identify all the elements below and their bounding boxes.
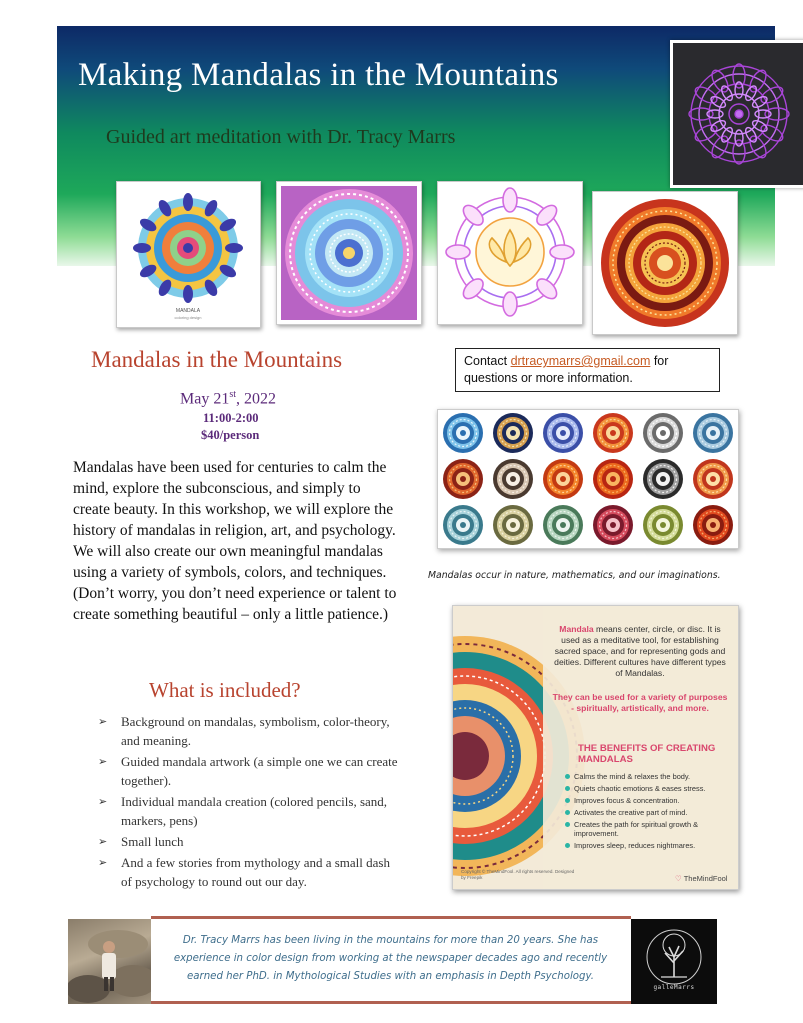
definition-highlight: Mandala <box>559 624 594 634</box>
mandala-grid-graphic <box>438 410 738 548</box>
list-item: Quiets chaotic emotions & eases stress. <box>565 784 730 793</box>
bio-text: Dr. Tracy Marrs has been living in the mountains for more than 20 years. She has experience in color design from working at the newspaper decades ago and recently earned her PhD. in Mythological Studies with an emphasis in Depth Psychology. <box>173 935 608 982</box>
purple-mandala-graphic <box>673 43 803 185</box>
workshop-description: Mandalas have been used for centuries to calm the mind, explore the subconscious, and simply to create beauty. In this workshop, we will explore the history of mandalas in religion, art, and psychology. We will also create our own meaningful mandalas using a variety of symbols, colors, and techniques. (Don’t worry, you don’t need experience or talent to create something beautiful – only a little patience.) <box>73 459 397 623</box>
benefits-infographic <box>452 605 739 890</box>
list-item: Calms the mind & relaxes the body. <box>565 772 730 781</box>
grid-mandala <box>443 459 483 499</box>
grid-mandala <box>643 505 683 545</box>
person-on-rocks-graphic <box>68 919 151 1004</box>
grid-mandala <box>693 505 733 545</box>
orange-mandala-graphic <box>593 192 737 334</box>
list-item: ➢ And a few stories from mythology and a small dash of psychology to round out our day. <box>98 853 398 891</box>
mandala-thumbnail-1 <box>116 181 261 328</box>
event-date-year: , 2022 <box>236 390 276 408</box>
gallery-caption: Mandalas occur in nature, mathematics, and our imaginations. <box>428 570 721 581</box>
grid-mandala <box>543 505 583 545</box>
contact-prefix: Contact <box>464 354 511 368</box>
list-item: Creates the path for spiritual growth & improvement. <box>565 820 730 839</box>
brand-name: TheMindFool <box>683 874 728 883</box>
tree-logo-icon <box>631 919 717 1004</box>
mandala-thumbnail-3 <box>437 181 583 325</box>
section-title-included: What is included? <box>149 678 301 702</box>
mandala-thumbnail-4 <box>592 191 738 335</box>
benefits-list <box>565 772 730 853</box>
grid-mandala <box>593 413 633 453</box>
list-item: Improves sleep, reduces nightmares. <box>565 841 730 850</box>
mandala-definition <box>551 624 729 679</box>
mandala-gallery-grid <box>437 409 739 549</box>
definition-text: means center, circle, or disc. It is used as a meditative tool, for establishing sacred space, and for representing gods and deities. Different cultures have different types of Mandalas. <box>554 624 726 678</box>
grid-mandala <box>593 459 633 499</box>
page-title: Making Mandalas in the Mountains <box>78 57 559 93</box>
event-date-main: May 21 <box>180 390 230 408</box>
event-date <box>180 389 276 408</box>
contact-box <box>455 348 720 392</box>
lotus-mandala-graphic <box>438 182 582 324</box>
corner-mandala-image <box>670 40 803 188</box>
grid-mandala <box>693 413 733 453</box>
heart-icon: ♡ <box>675 874 682 883</box>
event-date-suffix: st <box>229 389 236 400</box>
grid-mandala <box>543 413 583 453</box>
grid-mandala <box>693 459 733 499</box>
list-item: ➢ Small lunch <box>98 832 398 851</box>
benefits-heading: THE BENEFITS OF CREATING MANDALAS <box>578 743 716 765</box>
grid-mandala <box>443 505 483 545</box>
mandala-thumbnail-2 <box>276 181 422 325</box>
gallemarrs-logo <box>631 919 717 1004</box>
event-time: 11:00-2:00 <box>203 411 259 425</box>
grid-mandala <box>593 505 633 545</box>
list-item: ➢ Background on mandalas, symbolism, color-theory, and meaning. <box>98 712 398 750</box>
author-photo <box>68 919 151 1004</box>
grid-mandala <box>543 459 583 499</box>
grid-mandala <box>643 413 683 453</box>
purpose-text: They can be used for a variety of purposes - spiritually, artistically, and more. <box>552 692 728 713</box>
list-item: ➢ Guided mandala artwork (a simple one we can create together). <box>98 752 398 790</box>
grid-mandala <box>493 413 533 453</box>
grid-mandala <box>443 413 483 453</box>
section-title-mandalas: Mandalas in the Mountains <box>91 347 343 372</box>
colorful-mandala-graphic <box>117 182 260 327</box>
list-item: Improves focus & concentration. <box>565 796 730 805</box>
contact-suffix: for questions or more information. <box>464 354 669 385</box>
logo-text: galleMarrs <box>653 984 695 991</box>
included-list <box>98 712 398 893</box>
grid-mandala <box>643 459 683 499</box>
contact-email-link[interactable]: drtracymarrs@gmail.com <box>510 354 651 368</box>
list-item: ➢ Individual mandala creation (colored pencils, sand, markers, pens) <box>98 792 398 830</box>
infographic-brand <box>675 874 727 883</box>
thumb-label-sub: coloring design <box>174 315 202 320</box>
list-item: Activates the creative part of mind. <box>565 808 730 817</box>
thumb-label-title: MANDALA <box>175 308 201 314</box>
kaleidoscope-mandala-graphic <box>277 182 421 324</box>
grid-mandala <box>493 505 533 545</box>
page-subtitle: Guided art meditation with Dr. Tracy Marrs <box>106 126 456 148</box>
grid-mandala <box>493 459 533 499</box>
infographic-copyright: Copyright © TheMindFool. All rights reserved. Designed by Freepik <box>461 869 575 880</box>
event-price: $40/person <box>201 428 260 442</box>
